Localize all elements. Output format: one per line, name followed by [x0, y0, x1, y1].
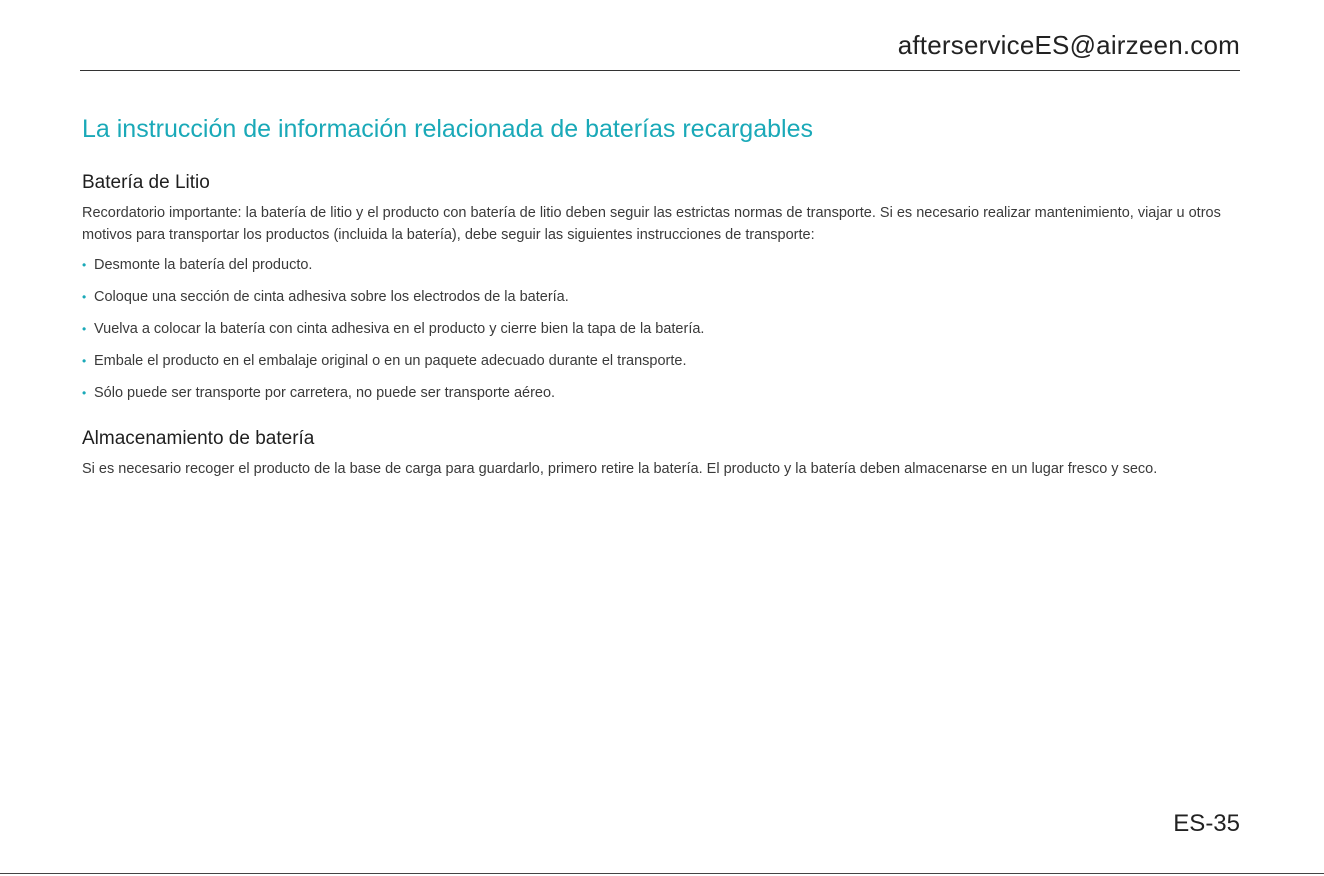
bullet-icon: • [82, 258, 87, 272]
section-paragraph-battery-storage: Si es necesario recoger el producto de la base de carga para guardarlo, primero retire la batería. El producto y la batería deben almacenarse en un lugar fresco y seco. [82, 461, 1158, 477]
page-number: ES-35 [1173, 810, 1240, 837]
list-item [82, 382, 1242, 404]
list-item-text: Coloque una sección de cinta adhesiva sobre los electrodos de la batería. [94, 289, 569, 305]
bullet-icon: • [82, 290, 87, 304]
list-item [82, 254, 1242, 276]
bullet-icon: • [82, 386, 87, 400]
bullet-icon: • [82, 322, 87, 336]
list-item [82, 318, 1242, 340]
header-email: afterserviceES@airzeen.com [897, 30, 1240, 60]
list-item [82, 286, 1242, 308]
page-title: La instrucción de información relacionada de baterías recargables [82, 115, 813, 143]
list-item-text: Desmonte la batería del producto. [94, 257, 313, 273]
list-item-text: Embale el producto en el embalaje original o en un paquete adecuado durante el transporte. [94, 353, 687, 369]
list-item-text: Sólo puede ser transporte por carretera, no puede ser transporte aéreo. [94, 385, 556, 401]
transport-instructions-list [82, 254, 1242, 404]
list-item [82, 350, 1242, 372]
section-paragraph-lithium-battery: Recordatorio importante: la batería de litio y el producto con batería de litio deben seguir las estrictas normas de transporte. Si es necesario realizar mantenimiento, viajar u otros motivos para transportar los productos (incluida la batería), debe seguir las siguientes instrucciones de transporte: [82, 205, 1221, 243]
section-heading-lithium-battery: Batería de Litio [82, 172, 210, 193]
list-item-text: Vuelva a colocar la batería con cinta adhesiva en el producto y cierre bien la tapa de la batería. [94, 321, 705, 337]
header-divider [80, 70, 1240, 71]
bullet-icon: • [82, 354, 87, 368]
section-heading-battery-storage: Almacenamiento de batería [82, 428, 315, 449]
footer-divider [0, 873, 1324, 874]
page-content [82, 112, 1242, 480]
